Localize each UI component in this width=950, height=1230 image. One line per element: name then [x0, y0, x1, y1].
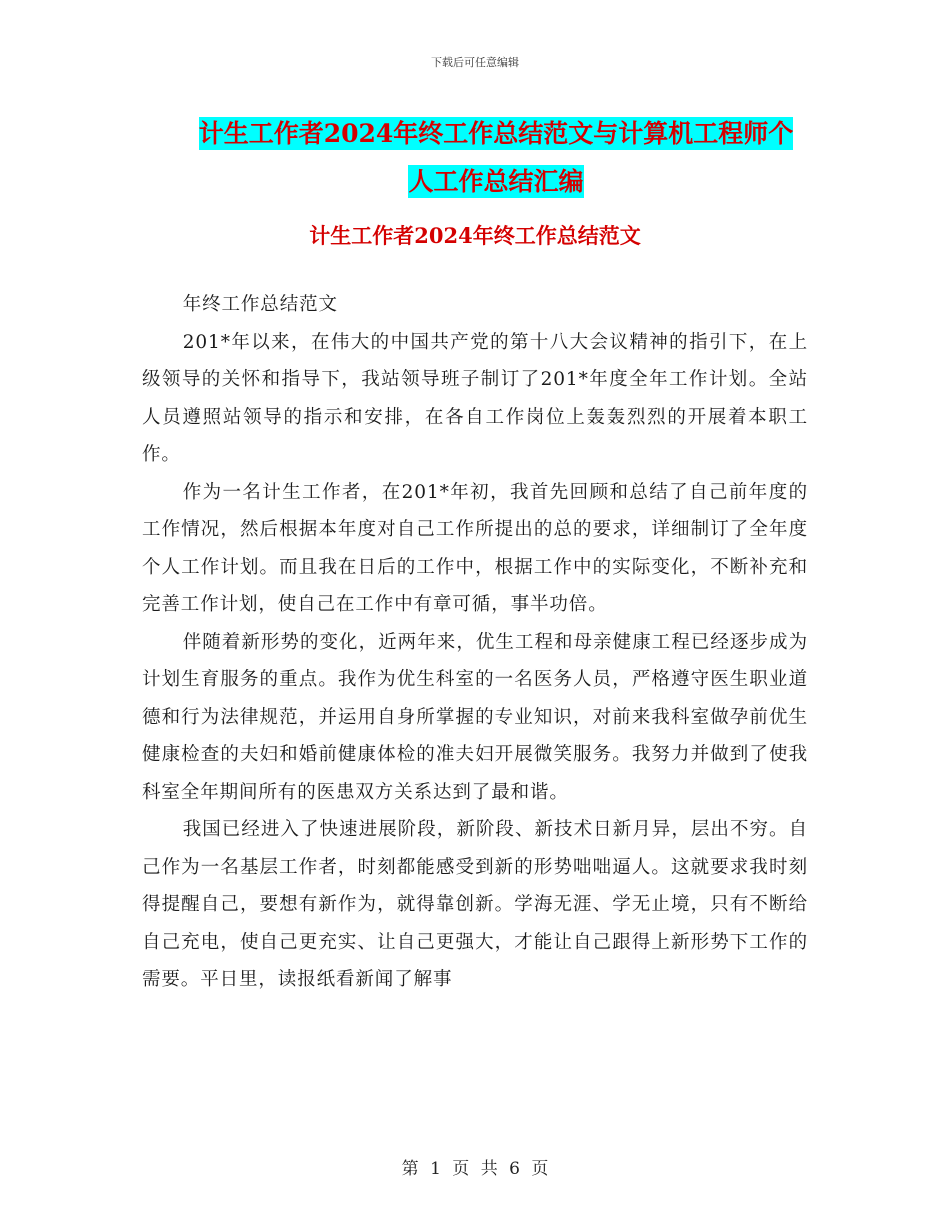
paragraph: 年终工作总结范文	[182, 294, 338, 315]
document-body	[142, 286, 808, 999]
header-note: 下载后可任意编辑	[431, 56, 519, 69]
title-line-2: 人工作总结汇编	[408, 167, 584, 196]
paragraph: 201*年以来，在伟大的中国共产党的第十八大会议精神的指引下，在上级领导的关怀和指导下，我站领导班子制订了201*年度全年工作计划。全站人员遵照站领导的指示和安排，在各自工作岗位上轰轰烈烈的开展着本职工作。	[142, 331, 808, 465]
section-title: 计生工作者2024年终工作总结范文	[309, 223, 641, 248]
title-line-1: 计生工作者2024年终工作总结范文与计算机工程师个	[198, 119, 794, 148]
page-number: 第 1 页 共 6 页	[401, 1159, 549, 1179]
paragraph: 我国已经进入了快速进展阶段，新阶段、新技术日新月异，层出不穷。自己作为一名基层工作者，时刻都能感受到新的形势咄咄逼人。这就要求我时刻得提醒自己，要想有新作为，就得靠创新。学海无涯、学无止境，只有不断给自己充电，使自己更充实、让自己更强大，才能让自己跟得上新形势下工作的需要。平日里，读报纸看新闻了解事	[142, 819, 808, 990]
paragraph: 伴随着新形势的变化，近两年来，优生工程和母亲健康工程已经逐步成为计划生育服务的重点。我作为优生科室的一名医务人员，严格遵守医生职业道德和行为法律规范，并运用自身所掌握的专业知识，对前来我科室做孕前优生健康检查的夫妇和婚前健康体检的准夫妇开展微笑服务。我努力并做到了使我科室全年期间所有的医患双方关系达到了最和谐。	[142, 631, 808, 803]
document-title	[186, 110, 806, 206]
paragraph: 作为一名计生工作者，在201*年初，我首先回顾和总结了自己前年度的工作情况，然后根据本年度对自己工作所提出的总的要求，详细制订了全年度个人工作计划。而且我在日后的工作中，根据工作中的实际变化，不断补充和完善工作计划，使自己在工作中有章可循，事半功倍。	[142, 481, 808, 615]
